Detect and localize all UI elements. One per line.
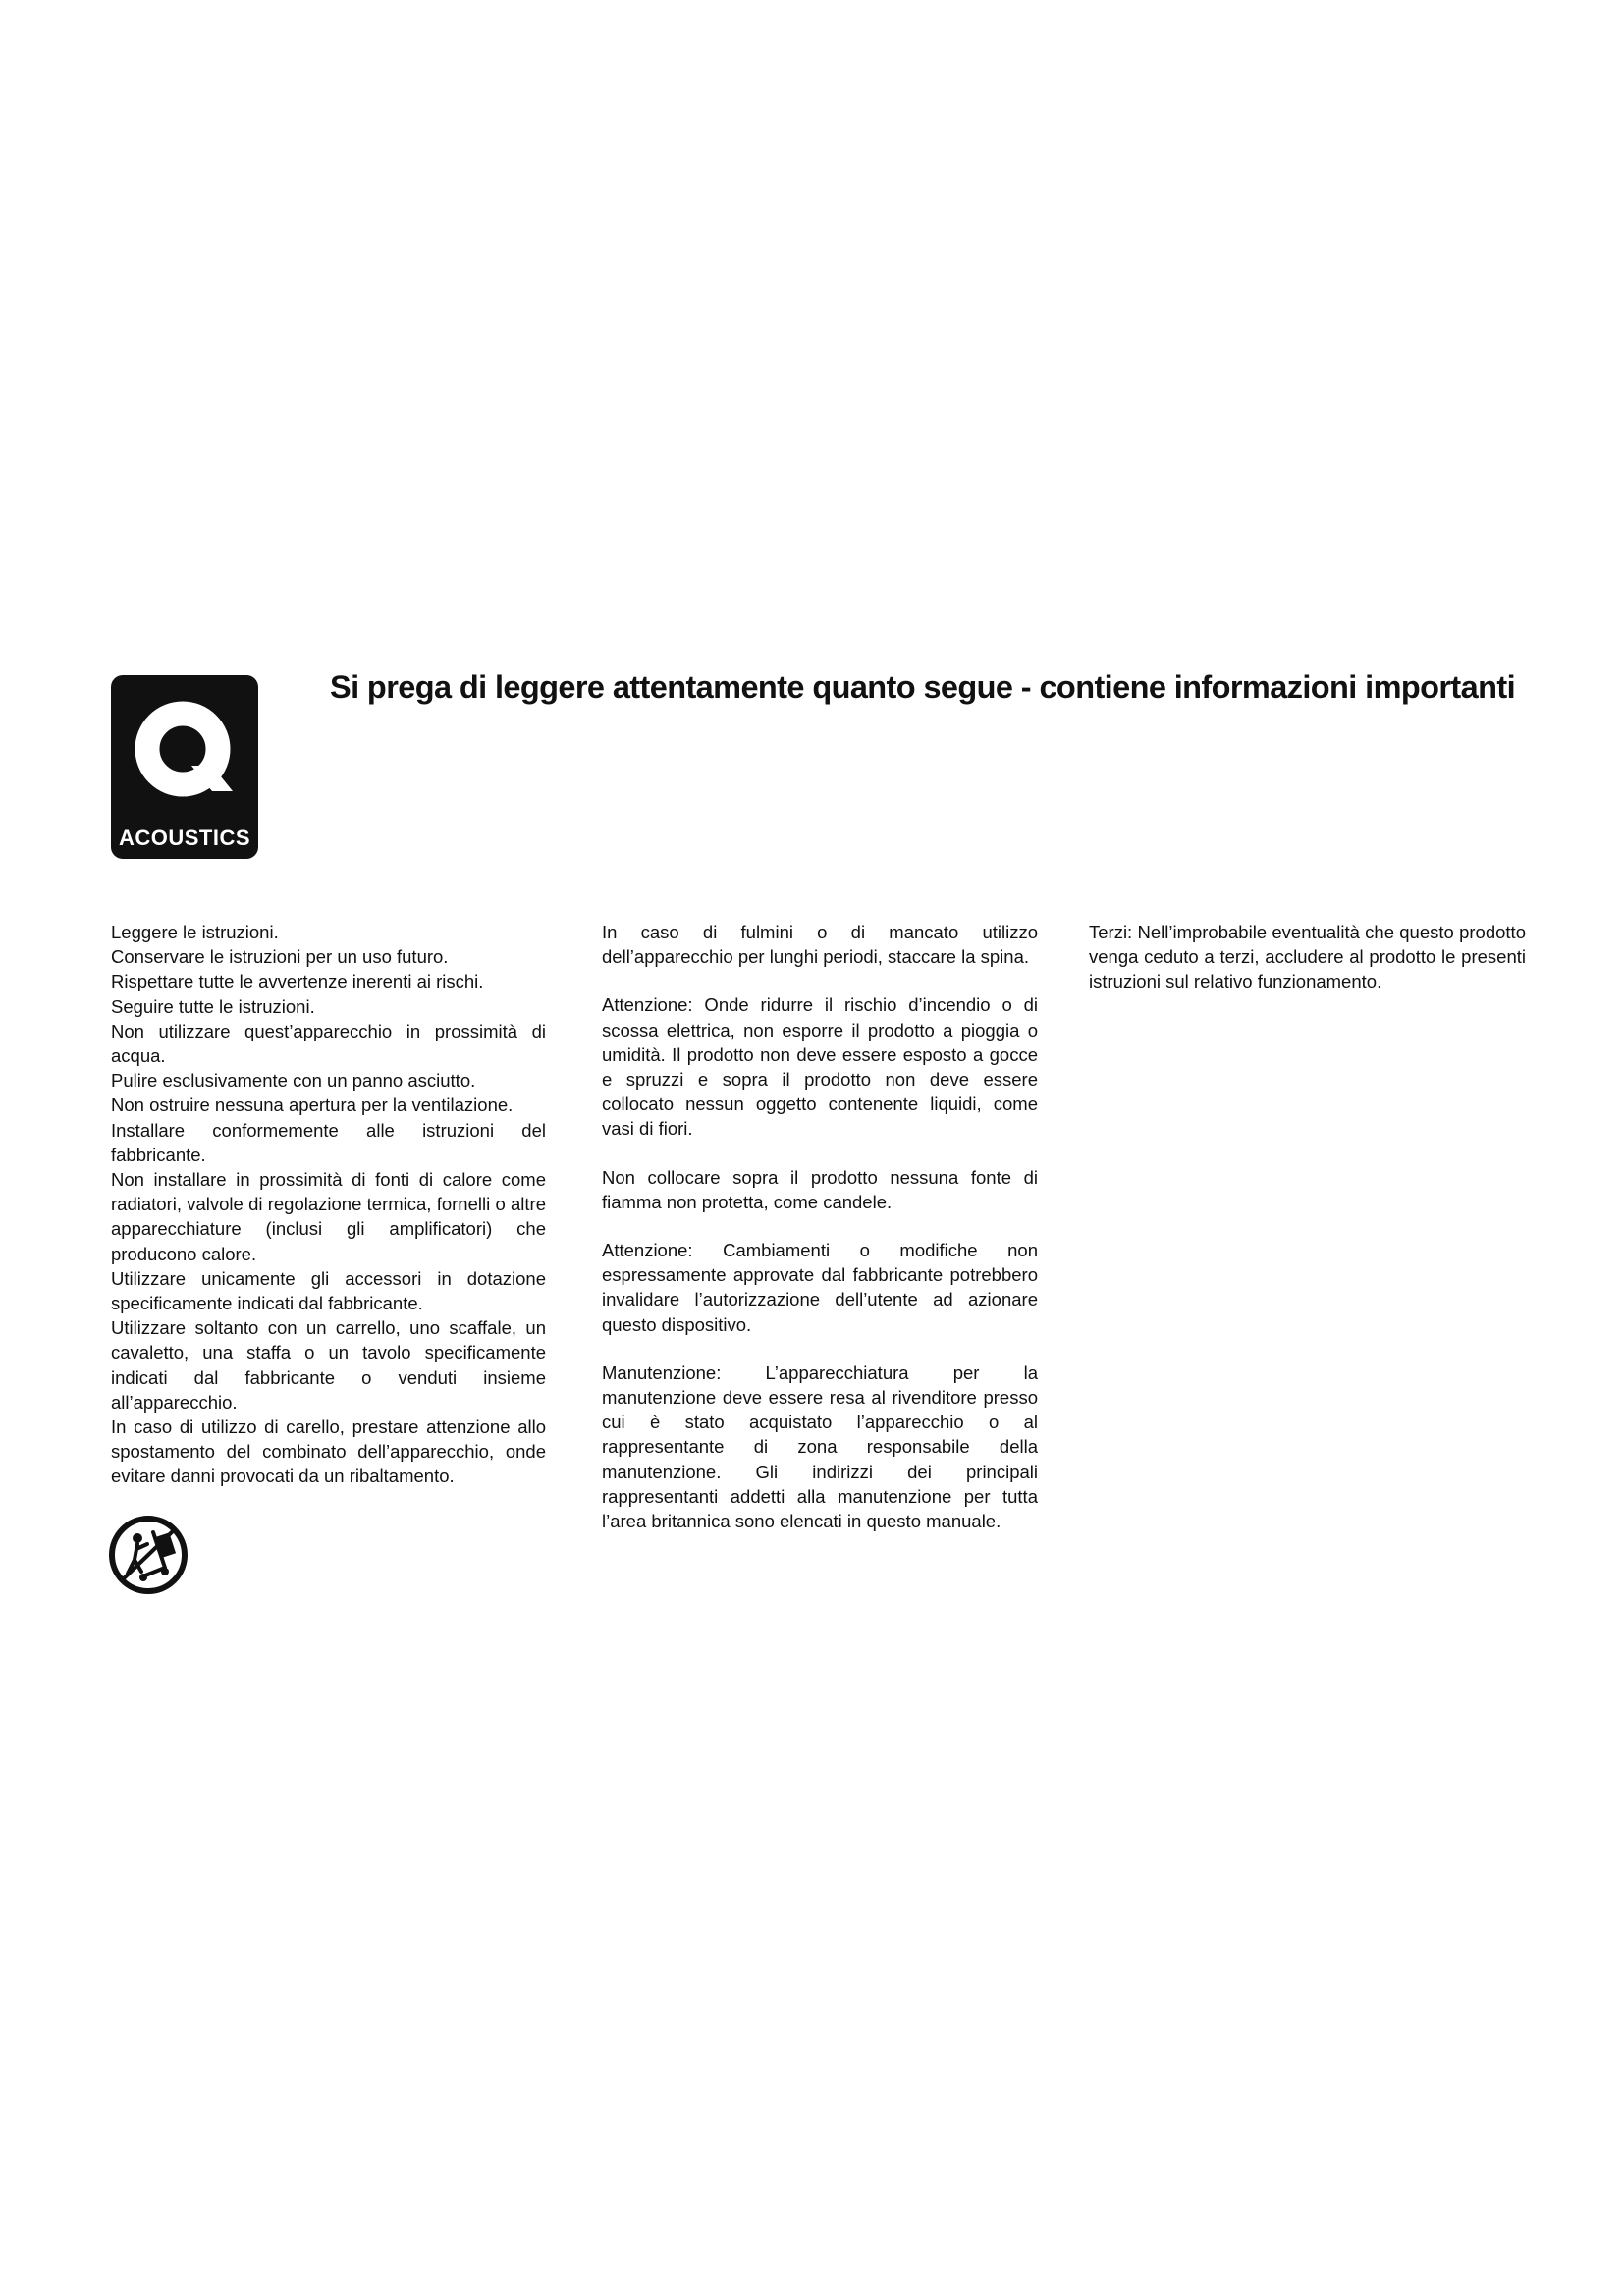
instruction-line: Rispettare tutte le avvertenze inerenti ai rischi. [111,971,484,992]
cart-tip-over-warning-icon [108,1515,189,1595]
instruction-line: Pulire esclusivamente con un panno asciutto. [111,1070,476,1092]
instruction-line: Utilizzare unicamente gli accessori in dotazione specificamente indicati dal fabbricante. [111,1267,546,1314]
page-title: Si prega di leggere attentamente quanto segue - contiene informazioni importanti [330,669,1516,705]
q-acoustics-logo-icon [111,675,258,859]
instruction-line: Utilizzare soltanto con un carrello, uno scaffale, un cavaletto, una staffa o un tavolo specificamente indicati dal fabbricante o venduti insieme all’apparecchio. [111,1317,546,1413]
instructions-column-3 [1089,920,1526,994]
instruction-line: Non utilizzare quest’apparecchio in prossimità di acqua. [111,1020,546,1067]
paragraph: Attenzione: Cambiamenti o modifiche non espressamente approvate dal fabbricante potrebbero invalidare l’autorizzazione dell’utente ad azionare questo dispositivo. [602,1240,1038,1335]
instruction-line: Non ostruire nessuna apertura per la ventilazione. [111,1095,514,1116]
instruction-line: Installare conformemente alle istruzioni del fabbricante. [111,1119,546,1165]
instructions-column-1 [111,920,546,1489]
instruction-line: Leggere le istruzioni. [111,922,279,942]
instruction-line: Conservare le istruzioni per un uso futuro. [111,946,449,968]
logo-text: ACOUSTICS [118,826,251,850]
paragraph: Manutenzione: L’apparecchiatura per la manutenzione deve essere resa al rivenditore presso cui è stato acquistato l’apparecchio o al rappresentante di zona responsabile della manutenzione. Gli indirizzi dei principali rappresentanti addetti alla manutenzione per tutta l’area britannica sono elencati in questo manuale. [602,1362,1038,1532]
paragraph: Attenzione: Onde ridurre il rischio d’incendio o di scossa elettrica, non esporre il prodotto a pioggia o umidità. Il prodotto non deve essere esposto a gocce e spruzzi e sopra il prodotto non deve essere collocato nessun oggetto contenente liquidi, come vasi di fiori. [602,994,1038,1140]
paragraph: In caso di fulmini o di mancato utilizzo dell’apparecchio per lunghi periodi, staccare la spina. [602,922,1038,968]
instructions-column-2 [602,920,1038,1533]
paragraph: Terzi: Nell’improbabile eventualità che questo prodotto venga ceduto a terzi, accludere al prodotto le presenti istruzioni sul relativo funzionamento. [1089,922,1526,992]
paragraph: Non collocare sopra il prodotto nessuna fonte di fiamma non protetta, come candele. [602,1166,1038,1212]
instruction-line: Non installare in prossimità di fonti di calore come radiatori, valvole di regolazione termica, fornelli o altre apparecchiature (inclusi gli amplificatori) che producono calore. [111,1169,546,1264]
instruction-line: Seguire tutte le istruzioni. [111,995,315,1017]
instruction-line: In caso di utilizzo di carello, prestare attenzione allo spostamento del combinato dell’apparecchio, onde evitare danni provocati da un ribaltamento. [111,1416,546,1487]
